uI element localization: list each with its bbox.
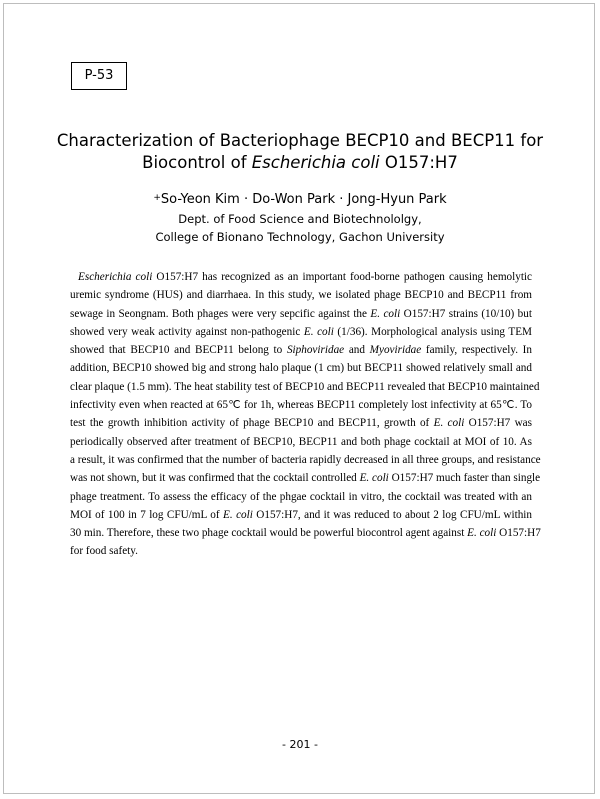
affiliation-line-1: Dept. of Food Science and Biotechnololgy, [178,212,422,226]
abstract-line: MOI of 100 in 7 log CFU/mL of E. coli O157:H7, and it was reduced to about 2 log CFU/mL within [70,508,532,521]
abstract-line: Escherichia coli O157:H7 has recognized as an important food-borne pathogen causing hemolytic [78,271,532,283]
abstract-line: infectivity even when reacted at 65℃ for 1h, whereas BECP11 completely lost infectivity at 65℃. To [70,399,532,412]
page-number: - 201 - [282,738,318,751]
abstract-body [70,268,541,561]
abstract-line: addition, BECP10 showed big and strong halo plaque (1 cm) but BECP11 showed relatively small and [70,362,532,375]
abstract-line: test the growth inhibition activity of phage BECP10 and BECP11, growth of E. coli O157:H7 was [70,417,532,430]
presenter-mark: + [153,193,161,203]
title-line-2: Biocontrol of Escherichia coli O157:H7 [142,153,458,172]
abstract-line: phage treatment. To assess the efficacy of the phgae cocktail in vitro, the cocktail was treated with an [70,490,532,503]
paper-title [40,130,560,174]
affiliation [40,210,560,246]
abstract-line: showed very weak activity against non-pathogenic E. coli (1/36). Morphological analysis using TEM [70,325,532,338]
abstract-line: uremic syndrome (HUS) and diarrhaea. In this study, we isolated phage BECP10 and BECP11 from [70,289,532,302]
abstract-line: sewage in Seongnam. Both phages were very sepcific against the E. coli O157:H7 strains (10/10) but [70,307,532,320]
title-line-1: Characterization of Bacteriophage BECP10 and BECP11 for [56,131,544,150]
author-list [40,191,560,209]
poster-tag: P-53 [71,62,127,90]
abstract-line: 30 min. Therefore, these two phage cocktail would be powerful biocontrol agent against E. coli O157:H7 [70,527,541,540]
abstract-line: clear plaque (1.5 mm). The heat stability test of BECP10 and BECP11 revealed that BECP10 maintained [70,380,540,393]
affiliation-line-2: College of Bionano Technology, Gachon University [155,230,445,244]
abstract-line: a result, it was confirmed that the number of bacteria rapidly decreased in all three groups, and resistance [70,453,541,466]
abstract-line: periodically observed after treatment of BECP10, BECP11 and both phage cocktail at MOI of 10. As [70,435,532,448]
abstract-line: was not shown, but it was confirmed that the cocktail controlled E. coli O157:H7 much faster than single [70,472,541,485]
abstract-line: for food safety. [70,545,138,558]
author-names: So-Yeon Kim · Do-Won Park · Jong-Hyun Park [160,192,447,207]
abstract-line: showed that BECP10 and BECP11 belong to Siphoviridae and Myoviridae family, respectively. In [70,344,532,357]
